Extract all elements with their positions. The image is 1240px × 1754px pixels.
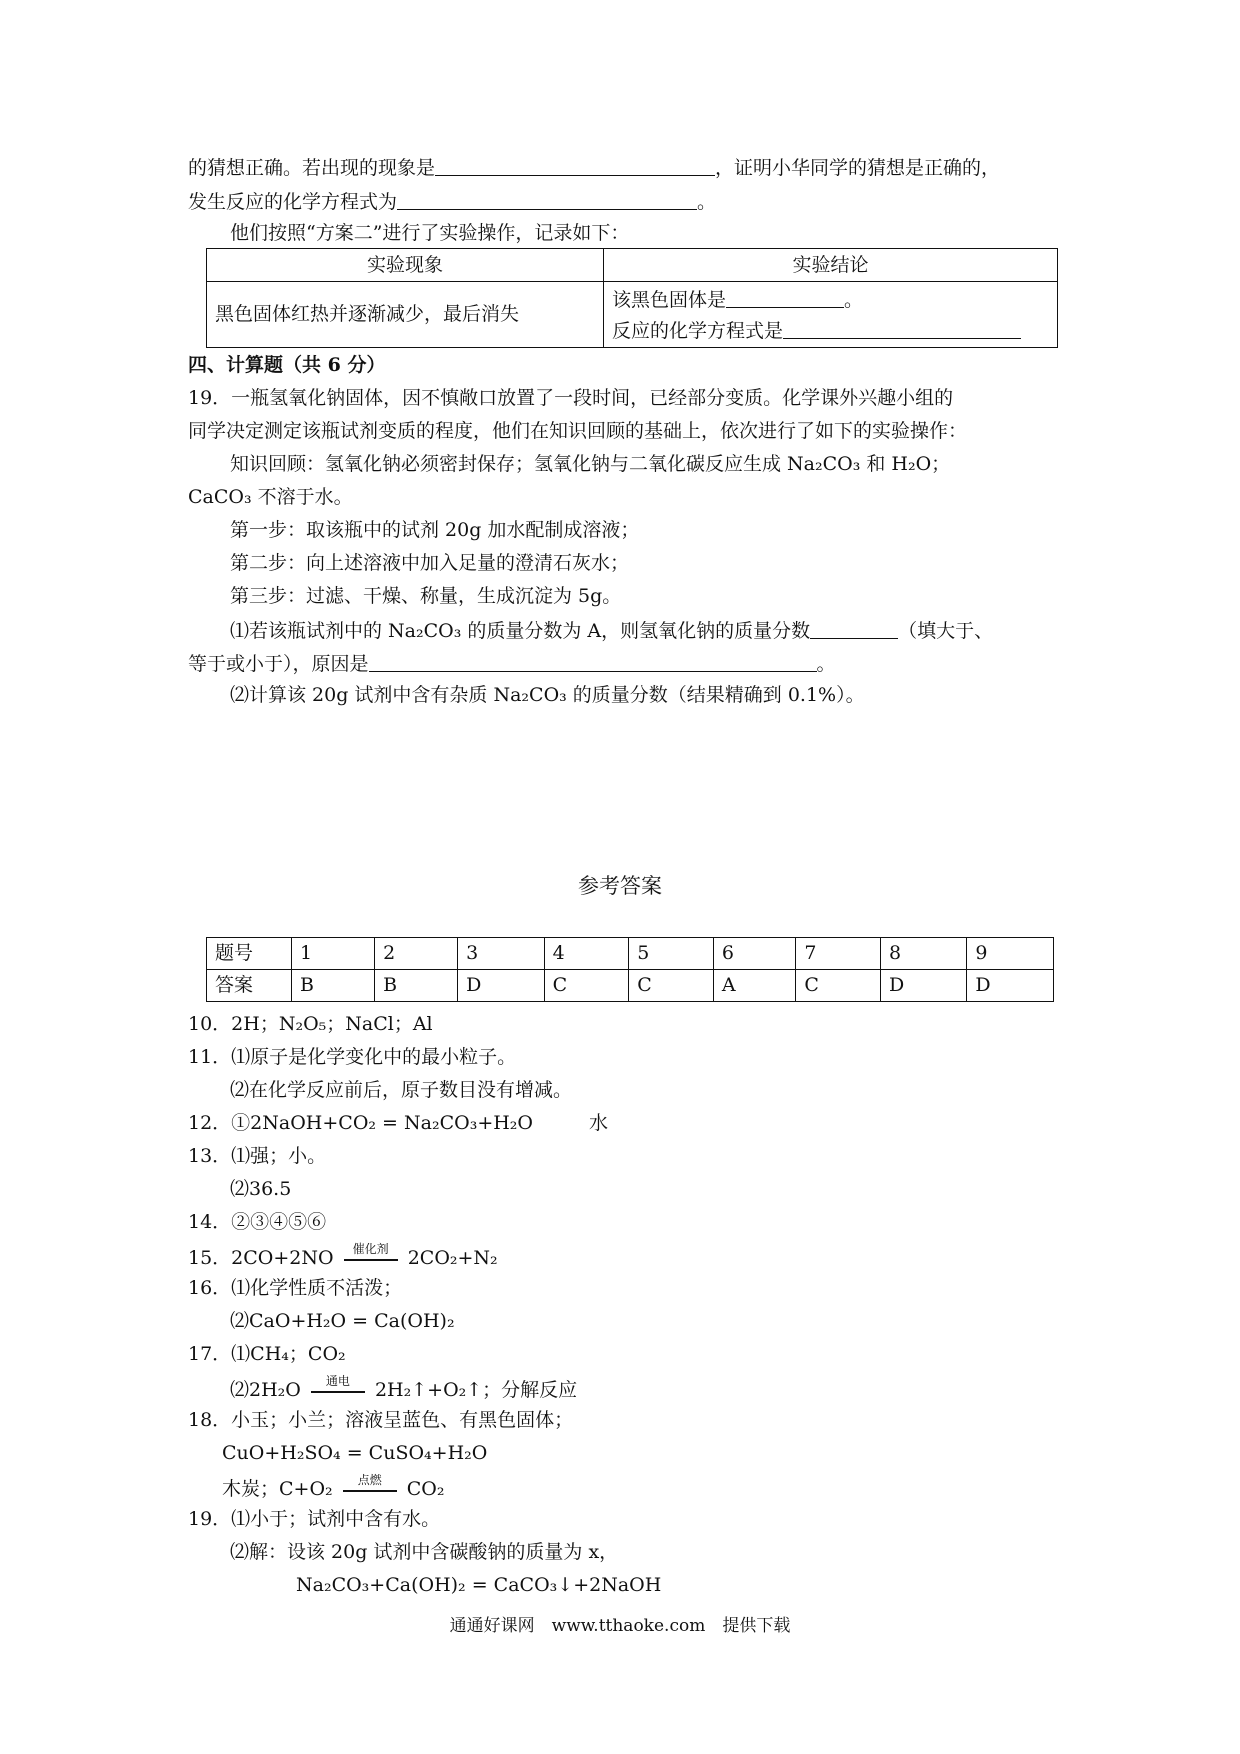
answer-line: 18．小玉；小兰；溶液呈蓝色、有黑色固体；	[188, 1409, 574, 1431]
reaction-arrow	[340, 1242, 402, 1268]
equals-line	[311, 1391, 365, 1393]
answer-line: ⑵解：设该 20g 试剂中含碳酸钠的质量为 x，	[230, 1541, 619, 1563]
equation: ⑵2H₂O	[230, 1379, 301, 1401]
table-cell: D	[880, 970, 966, 1002]
table-cell-conclusion	[604, 282, 1058, 348]
row-label: 答案	[207, 970, 292, 1002]
table-cell: 3	[458, 938, 544, 970]
equation: 木炭；C+O₂	[222, 1478, 333, 1500]
text: 水	[589, 1112, 609, 1134]
table-cell: B	[292, 970, 375, 1002]
answer-blank[interactable]	[810, 620, 898, 639]
section-heading: 四、计算题（共 6 分）	[188, 354, 386, 376]
table-header-phenomenon: 实验现象	[207, 249, 604, 282]
answer-line: ⑵CaO+H₂O = Ca(OH)₂	[230, 1310, 455, 1332]
reaction-condition: 通电	[325, 1374, 350, 1388]
equals-line	[343, 1490, 397, 1492]
answers-title: 参考答案	[578, 874, 662, 898]
answer-line	[230, 1374, 578, 1401]
text-line: 同学决定测定该瓶试剂变质的程度，他们在知识回顾的基础上，依次进行了如下的实验操作：	[188, 420, 968, 442]
reaction-arrow	[339, 1473, 401, 1499]
answer-line: ⑵36.5	[230, 1178, 292, 1200]
text-line: 第一步：取该瓶中的试剂 20g 加水配制成溶液；	[230, 519, 640, 541]
answer-line: ⑵在化学反应前后，原子数目没有增减。	[230, 1079, 573, 1101]
text: ，证明小华同学的猜想是正确的，	[715, 157, 1001, 179]
table-row	[207, 938, 1054, 970]
equation: 12．①2NaOH+CO₂ = Na₂CO₃+H₂O	[188, 1112, 533, 1134]
text: 发生反应的化学方程式为	[188, 191, 398, 213]
text: 他们按照“方案二”进行了实验操作，记录如下：	[230, 222, 630, 244]
text-line	[230, 620, 993, 641]
table-cell: C	[796, 970, 881, 1002]
text: 。	[816, 653, 836, 675]
answer-line: 16．⑴化学性质不活泼；	[188, 1277, 403, 1299]
table-cell: C	[629, 970, 714, 1002]
text-line: 第二步：向上述溶液中加入足量的澄清石灰水；	[230, 552, 630, 574]
text-line: 知识回顾：氢氧化钠必须密封保存；氢氧化钠与二氧化碳反应生成 Na₂CO₃ 和 H₂O；	[230, 453, 951, 475]
table-cell: A	[713, 970, 795, 1002]
equation: 15．2CO+2NO	[188, 1247, 334, 1269]
text: 。	[844, 288, 864, 311]
text-line: ⑵计算该 20g 试剂中含有杂质 Na₂CO₃ 的质量分数（结果精确到 0.1%）。	[230, 684, 865, 706]
equation: CO₂	[406, 1478, 445, 1500]
answer-line: 17．⑴CH₄；CO₂	[188, 1343, 346, 1365]
table-cell: D	[967, 970, 1054, 1002]
table-cell: 8	[880, 938, 966, 970]
table-cell: B	[375, 970, 458, 1002]
answer-line: Na₂CO₃+Ca(OH)₂ = CaCO₃↓+2NaOH	[296, 1574, 662, 1596]
answer-line: 13．⑴强；小。	[188, 1145, 327, 1167]
text-line	[188, 653, 836, 674]
table-cell: 9	[967, 938, 1054, 970]
answer-blank[interactable]	[397, 191, 697, 210]
equation: 2H₂↑+O₂↑；分解反应	[374, 1379, 578, 1401]
table-cell: 5	[629, 938, 714, 970]
equals-line	[344, 1259, 398, 1261]
page-footer[interactable]: 通通好课网 www.tthaoke.com 提供下载	[449, 1616, 791, 1636]
text-line	[230, 224, 629, 243]
text-line: 19．一瓶氢氧化钠固体，因不慎敞口放置了一段时间，已经部分变质。化学课外兴趣小组的	[188, 387, 954, 409]
text: 的猜想正确。若出现的现象是	[188, 157, 436, 179]
table-row	[207, 970, 1054, 1002]
answer-blank[interactable]	[726, 289, 844, 308]
table-cell: 2	[375, 938, 458, 970]
table-cell: D	[458, 970, 544, 1002]
answer-line	[188, 1242, 498, 1269]
text-line: CaCO₃ 不溶于水。	[188, 486, 353, 508]
table-cell: 7	[796, 938, 881, 970]
table-cell: 4	[544, 938, 629, 970]
answer-line: CuO+H₂SO₄ = CuSO₄+H₂O	[222, 1442, 488, 1464]
table-cell-phenomenon: 黑色固体红热并逐渐减少，最后消失	[207, 282, 604, 348]
answer-line: 11．⑴原子是化学变化中的最小粒子。	[188, 1046, 517, 1068]
reaction-arrow	[307, 1374, 369, 1400]
answer-line	[222, 1473, 445, 1500]
answer-blank[interactable]	[369, 653, 817, 672]
answer-table	[206, 937, 1054, 1002]
equation: 2CO₂+N₂	[407, 1247, 498, 1269]
table-cell: C	[544, 970, 629, 1002]
text-line: 第三步：过滤、干燥、称量，生成沉淀为 5g。	[230, 585, 622, 607]
table-header-conclusion: 实验结论	[604, 249, 1058, 282]
text: ⑴若该瓶试剂中的 Na₂CO₃ 的质量分数为 A，则氢氧化钠的质量分数	[230, 620, 811, 642]
text: （填大于、	[898, 620, 994, 642]
text-line	[188, 191, 716, 212]
text: 该黑色固体是	[612, 288, 727, 311]
text: 反应的化学方程式是	[612, 319, 784, 342]
row-label: 题号	[207, 938, 292, 970]
experiment-table	[206, 248, 1058, 348]
answer-blank[interactable]	[435, 157, 715, 176]
text: 。	[697, 191, 717, 213]
text: 等于或小于），原因是	[188, 653, 369, 675]
reaction-condition: 催化剂	[352, 1242, 389, 1256]
answer-line	[188, 1114, 608, 1133]
text-line	[188, 157, 1000, 178]
table-cell: 1	[292, 938, 375, 970]
answer-line: 10．2H；N₂O₅；NaCl；Al	[188, 1013, 433, 1035]
answer-line: 14．②③④⑤⑥	[188, 1211, 327, 1233]
answer-blank[interactable]	[783, 320, 1021, 339]
reaction-condition: 点燃	[357, 1473, 382, 1487]
table-cell: 6	[713, 938, 795, 970]
answer-line: 19．⑴小于；试剂中含有水。	[188, 1508, 441, 1530]
